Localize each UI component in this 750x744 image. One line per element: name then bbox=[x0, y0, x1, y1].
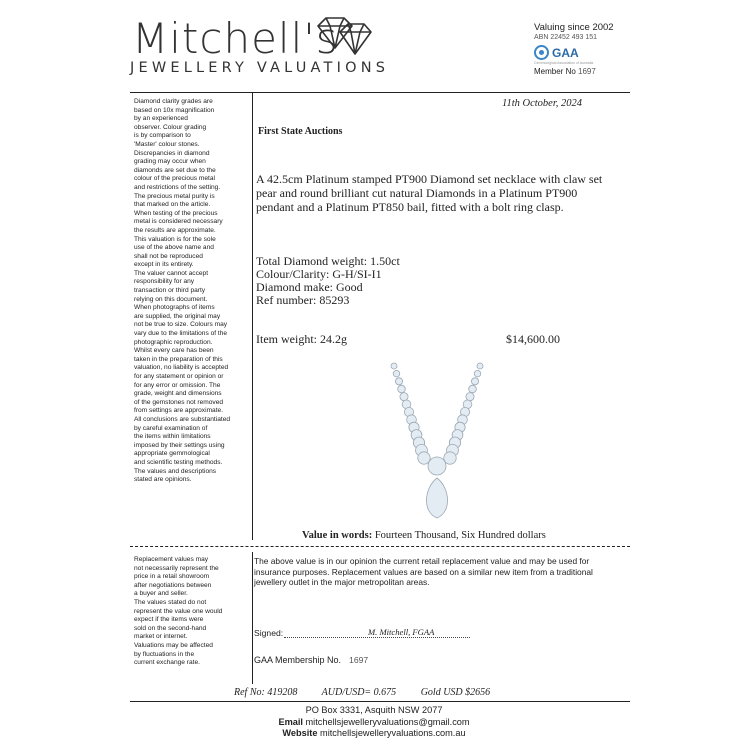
replacement-note-line: represent the value one would bbox=[134, 607, 223, 615]
disclaimer-line: the results are approximate. bbox=[134, 226, 216, 234]
disclaimer-line: and restrictions of the setting. bbox=[134, 183, 221, 191]
diamond-icon bbox=[314, 14, 374, 58]
gaa-membership-label: GAA Membership No. bbox=[254, 655, 342, 665]
necklace-stone bbox=[474, 370, 481, 377]
disclaimer-line: The values and descriptions bbox=[134, 467, 217, 475]
replacement-value-note: The above value is in our opinion the current retail replacement value and may be used for insurance purposes. Replacement values are based on a similar new item from a traditional jewellery outlet in the major metropolitan areas. bbox=[254, 556, 593, 587]
disclaimer-line: of the gemstones not removed bbox=[134, 398, 224, 406]
disclaimer-line: stated are opinions. bbox=[134, 476, 192, 484]
disclaimer-line: Discrepancies in diamond bbox=[134, 149, 210, 157]
disclaimer-line: vary due to the limitations of the bbox=[134, 330, 228, 338]
valuing-since: Valuing since 2002 bbox=[534, 22, 614, 33]
disclaimer-line: When photographs of items bbox=[134, 304, 215, 312]
footer-meta bbox=[234, 687, 512, 698]
spec-line: Ref number: 85293 bbox=[256, 293, 350, 307]
disclaimer-line: valuation, no liability is accepted bbox=[134, 364, 229, 372]
spec-line: Diamond make: Good bbox=[256, 280, 363, 294]
disclaimer-line: use of the above name and bbox=[134, 244, 214, 252]
disclaimer-line: based on 10x magnification bbox=[134, 106, 215, 114]
brand-name: Mitchell's bbox=[132, 14, 339, 63]
replacement-note-line: not necessarily represent the bbox=[134, 564, 219, 572]
necklace-stone bbox=[471, 378, 478, 385]
necklace-stone bbox=[400, 393, 408, 401]
email-label: Email bbox=[278, 716, 303, 727]
disclaimer-line: grade, weight and dimensions bbox=[134, 390, 222, 398]
replacement-note-line: current exchange rate. bbox=[134, 659, 200, 667]
disclaimer-line: imposed by their settings using bbox=[134, 441, 225, 449]
necklace-stone bbox=[466, 393, 474, 401]
website-link[interactable]: mitchellsjewelleryvaluations.com.au bbox=[320, 728, 466, 738]
header-info bbox=[534, 22, 629, 76]
member-number bbox=[534, 67, 629, 76]
disclaimer-line: appropriate gemmological bbox=[134, 450, 210, 458]
disclaimer-line: the items within limitations bbox=[134, 433, 211, 441]
replacement-notes bbox=[134, 556, 249, 668]
signature: M. Mitchell, FGAA bbox=[368, 627, 435, 637]
disclaimer-line: not be true to size. Colours may bbox=[134, 321, 228, 329]
disclaimer-line: taken in the preparation of this bbox=[134, 355, 223, 363]
necklace-stone bbox=[477, 363, 483, 369]
header-divider bbox=[130, 92, 630, 93]
disclaimer-line: by an experienced bbox=[134, 115, 188, 123]
disclaimer-line: that marked on the article. bbox=[134, 201, 211, 209]
disclaimer-line: Whilst every care has been bbox=[134, 347, 214, 355]
disclaimer-line: diamonds are set due to the bbox=[134, 166, 216, 174]
value-words-text: Fourteen Thousand, Six Hundred dollars bbox=[374, 530, 546, 541]
member-label: Member No bbox=[534, 67, 576, 76]
disclaimer-line: are supplied, the original may bbox=[134, 312, 221, 320]
spec-line: Total Diamond weight: 1.50ct bbox=[256, 254, 400, 268]
disclaimer-line: for any error or omission. The bbox=[134, 381, 221, 389]
replacement-note-line: a buyer and seller. bbox=[134, 590, 188, 598]
replacement-note-line: by fluctuations in the bbox=[134, 650, 195, 658]
replacement-note-line: market or internet. bbox=[134, 633, 188, 641]
disclaimer-line: photographic reproduction. bbox=[134, 338, 213, 346]
disclaimer-line: When testing of the precious bbox=[134, 209, 218, 217]
pear-pendant-stone bbox=[426, 478, 447, 518]
necklace-stone bbox=[393, 370, 400, 377]
gold-price: Gold USD $2656 bbox=[420, 687, 491, 698]
disclaimer-line: by careful examination of bbox=[134, 424, 208, 432]
replacement-note-line: sold on the second-hand bbox=[134, 624, 207, 632]
ref-number: Ref No: 419208 bbox=[234, 687, 298, 698]
necklace-stone bbox=[444, 452, 456, 464]
value-in-words bbox=[302, 530, 546, 541]
necklace-stone bbox=[391, 363, 397, 369]
gaa-logo-subtitle: Gemmological Association of Australia bbox=[534, 61, 594, 65]
item-weight: Item weight: 24.2g bbox=[256, 332, 347, 346]
necklace-stone bbox=[418, 452, 430, 464]
exchange-rate: AUD/USD= 0.675 bbox=[321, 687, 397, 698]
disclaimer-notes bbox=[134, 98, 249, 485]
spec-line: Colour/Clarity: G-H/SI-I1 bbox=[256, 267, 382, 281]
replacement-note-line: expect if the items were bbox=[134, 616, 204, 624]
disclaimer-line: shall not be reproduced bbox=[134, 252, 203, 260]
disclaimer-line: 'Master' colour stones. bbox=[134, 140, 200, 148]
disclaimer-line: colour of the precious metal bbox=[134, 175, 215, 183]
valuation-date: 11th October, 2024 bbox=[502, 98, 583, 109]
necklace-bail-stone bbox=[428, 457, 446, 475]
gaa-logo bbox=[534, 45, 629, 60]
disclaimer-line: The precious metal purity is bbox=[134, 192, 215, 200]
contact-details bbox=[118, 705, 630, 740]
gaa-membership-number: 1697 bbox=[349, 655, 369, 665]
disclaimer-line: grading may occur when bbox=[134, 158, 206, 166]
disclaimer-line: for any statement or opinion or bbox=[134, 373, 224, 380]
disclaimer-line: Diamond clarity grades are bbox=[134, 98, 213, 105]
necklace-stone bbox=[469, 385, 477, 393]
disclaimer-line: and scientific testing methods. bbox=[134, 458, 223, 466]
disclaimer-line: observer. Colour grading bbox=[134, 123, 207, 131]
valuation-certificate bbox=[118, 0, 630, 744]
necklace-stone bbox=[398, 385, 406, 393]
diamond-necklace-photo bbox=[380, 362, 494, 522]
gaa-logo-text: GAA bbox=[552, 45, 579, 60]
lower-sidebar-divider bbox=[252, 552, 253, 684]
item-specs bbox=[256, 255, 400, 307]
po-box: PO Box 3331, Asquith NSW 2077 bbox=[305, 705, 443, 715]
website-label: Website bbox=[282, 728, 318, 738]
disclaimer-line: metal is considered necessary bbox=[134, 218, 223, 226]
disclaimer-line: The valuer cannot accept bbox=[134, 269, 209, 277]
disclaimer-line: transaction or third party bbox=[134, 287, 206, 295]
replacement-note-line: after negotiations between bbox=[134, 581, 212, 589]
disclaimer-line: This valuation is for the sole bbox=[134, 235, 216, 243]
disclaimer-line: is by comparison to bbox=[134, 132, 191, 140]
replacement-note-line: Valuations may be affected bbox=[134, 641, 213, 649]
sidebar-divider bbox=[252, 92, 253, 540]
disclaimer-line: responsibility for any bbox=[134, 278, 195, 286]
footer-divider bbox=[130, 701, 630, 702]
gaa-membership bbox=[254, 655, 368, 665]
abn-number: ABN 22452 493 151 bbox=[534, 34, 598, 41]
valuation-price: $14,600.00 bbox=[506, 332, 560, 346]
brand-tagline: JEWELLERY VALUATIONS bbox=[130, 60, 390, 76]
disclaimer-line: except in its entirety. bbox=[134, 261, 194, 269]
email-link[interactable]: mitchellsjewelleryvaluations@gmail.com bbox=[305, 716, 470, 727]
disclaimer-line: relying on this document. bbox=[134, 295, 208, 303]
section-divider bbox=[130, 546, 630, 547]
disclaimer-line: All conclusions are substantiated bbox=[134, 415, 231, 423]
website-line bbox=[118, 728, 630, 740]
value-words-label: Value in words: bbox=[302, 530, 373, 541]
disclaimer-line: from settings are approximate. bbox=[134, 407, 224, 415]
client-name: First State Auctions bbox=[258, 126, 343, 137]
signed-label: Signed: bbox=[254, 628, 284, 638]
replacement-note-line: The values stated do not bbox=[134, 598, 207, 606]
item-description: A 42.5cm Platinum stamped PT900 Diamond set necklace with claw set pear and round brilliant cut natural Diamonds in a Platinum PT900 pendant and a Platinum PT850 bail, fitted with a bolt ring clasp. bbox=[256, 172, 603, 214]
replacement-note-line: price in a retail showroom bbox=[134, 573, 210, 581]
email-line bbox=[118, 717, 630, 729]
gaa-logo-icon bbox=[534, 45, 549, 60]
member-value: 1697 bbox=[578, 67, 596, 76]
signature-line bbox=[284, 637, 470, 638]
replacement-note-line: Replacement values may bbox=[134, 556, 209, 563]
necklace-stone bbox=[395, 378, 402, 385]
